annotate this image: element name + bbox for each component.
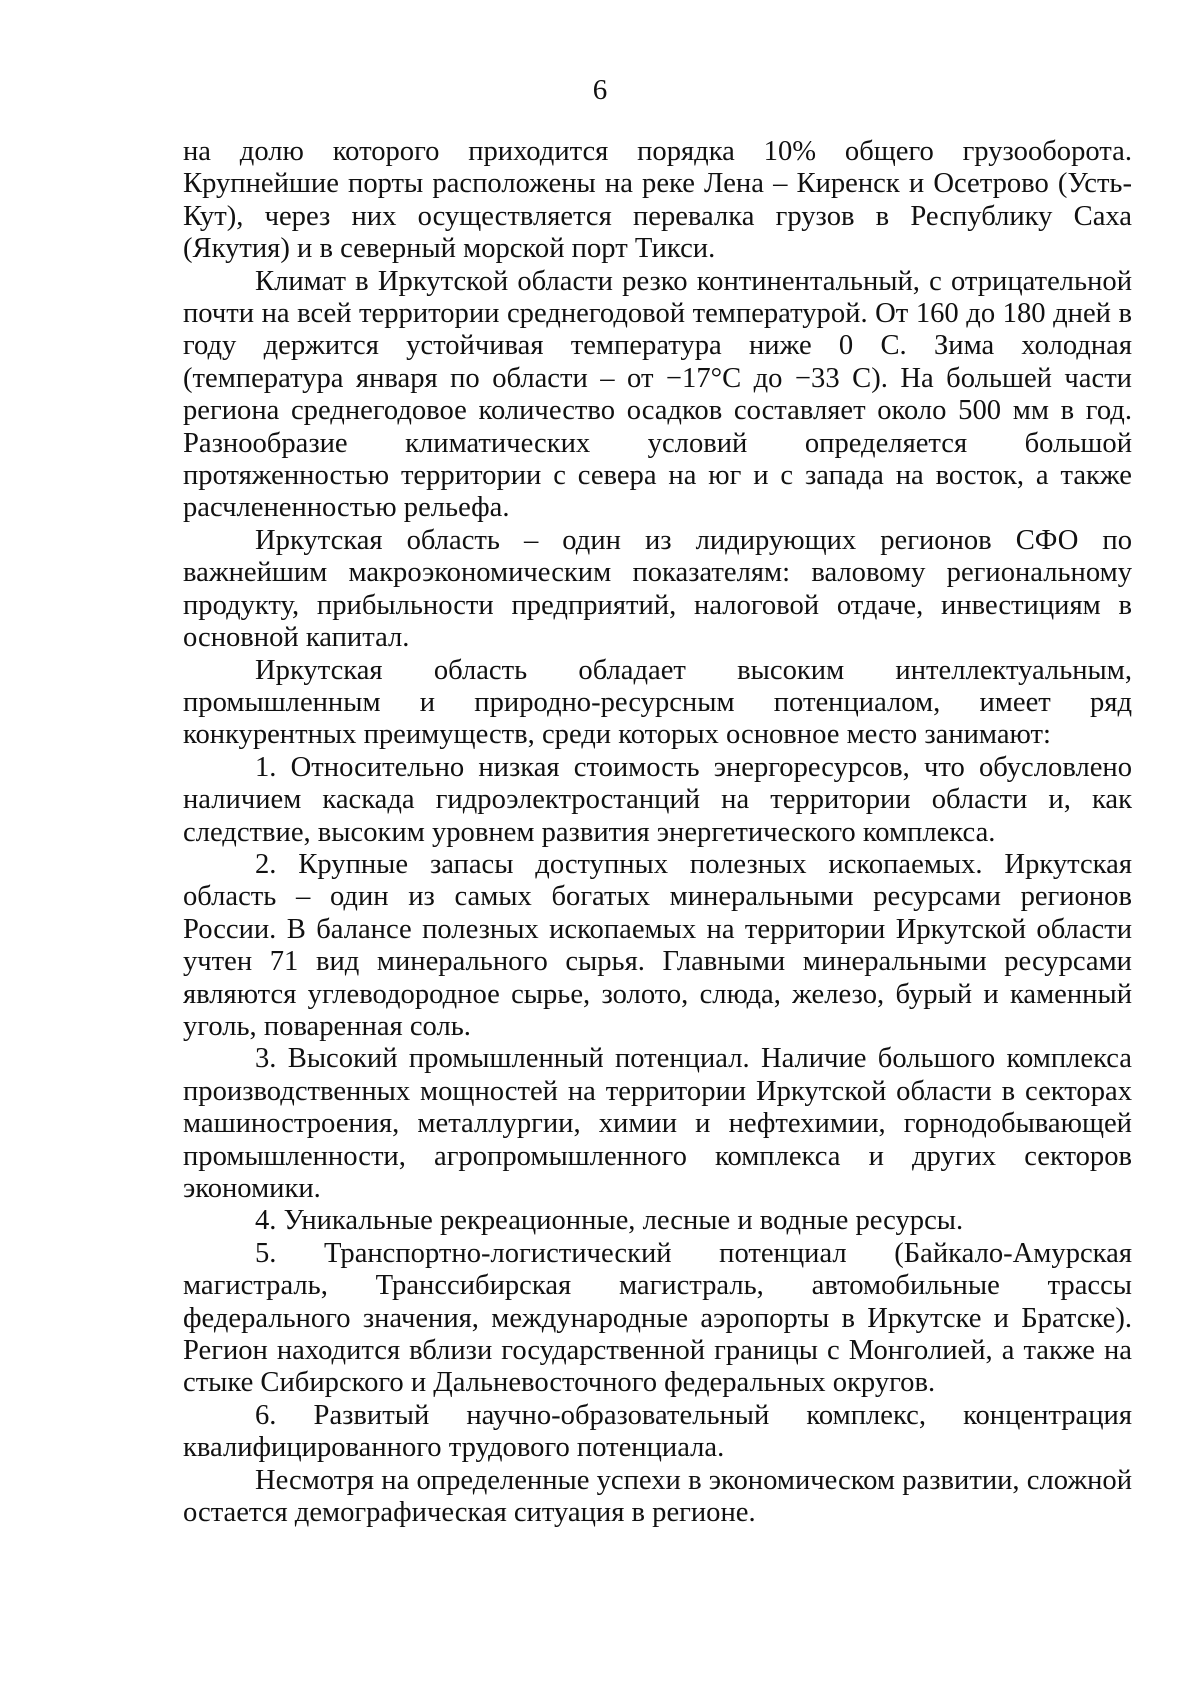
paragraph-demography: Несмотря на определенные успехи в экономическом развитии, сложной остается демографическая ситуация в регионе.: [183, 1464, 1132, 1529]
list-item-transport: 5. Транспортно-логистический потенциал (Байкало-Амурская магистраль, Транссибирская магистраль, автомобильные трассы федерального значения, международные аэропорты в Иркутске и Братске). Регион находится вблизи государственной границы с Монголией, а также на стыке Сибирского и Дальневосточного федеральных округов.: [183, 1237, 1132, 1399]
page-number: 6: [592, 74, 608, 106]
paragraph-climate: Климат в Иркутской области резко континентальный, с отрицательной почти на всей территории среднегодовой температурой. От 160 до 180 дней в году держится устойчивая температура ниже 0 С. Зима холодная (температура января по области – от −17°С до −33 С). На большей части региона среднегодовое количество осадков составляет около 500 мм в год. Разнообразие климатических условий определяется большой протяженностью территории с севера на юг и с запада на восток, а также расчлененностью рельефа.: [183, 265, 1132, 524]
list-item-energy: 1. Относительно низкая стоимость энергоресурсов, что обусловлено наличием каскада гидроэлектростанций на территории области и, как следствие, высоким уровнем развития энергетического комплекса.: [183, 751, 1132, 848]
list-item-recreation: 4. Уникальные рекреационные, лесные и водные ресурсы.: [255, 1205, 964, 1237]
document-body: [183, 136, 1132, 1529]
list-item-minerals: 2. Крупные запасы доступных полезных ископаемых. Иркутская область – один из самых богатых минеральными ресурсами регионов России. В балансе полезных ископаемых на территории Иркутской области учтен 71 вид минерального сырья. Главными минеральными ресурсами являются углеводородное сырье, золото, слюда, железо, бурый и каменный уголь, поваренная соль.: [183, 848, 1132, 1042]
list-item-science: 6. Развитый научно-образовательный комплекс, концентрация квалифицированного трудового потенциала.: [183, 1399, 1132, 1464]
list-item-industry: 3. Высокий промышленный потенциал. Наличие большого комплекса производственных мощностей на территории Иркутской области в секторах машиностроения, металлургии, химии и нефтехимии, горнодобывающей промышленности, агропромышленного комплекса и других секторов экономики.: [183, 1043, 1132, 1204]
paragraph-continuation: на долю которого приходится порядка 10% общего грузооборота. Крупнейшие порты расположены на реке Лена – Киренск и Осетрово (Усть-Кут), через них осуществляется перевалка грузов в Республику Саха (Якутия) и в северный морской порт Тикси.: [183, 136, 1132, 265]
paragraph-macroeconomic: Иркутская область – один из лидирующих регионов СФО по важнейшим макроэкономическим показателям: валовому региональному продукту, прибыльности предприятий, налоговой отдаче, инвестициям в основной капитал.: [183, 524, 1132, 654]
paragraph-advantages-intro: Иркутская область обладает высоким интеллектуальным, промышленным и природно-ресурсным потенциалом, имеет ряд конкурентных преимуществ, среди которых основное место занимают:: [183, 654, 1132, 751]
